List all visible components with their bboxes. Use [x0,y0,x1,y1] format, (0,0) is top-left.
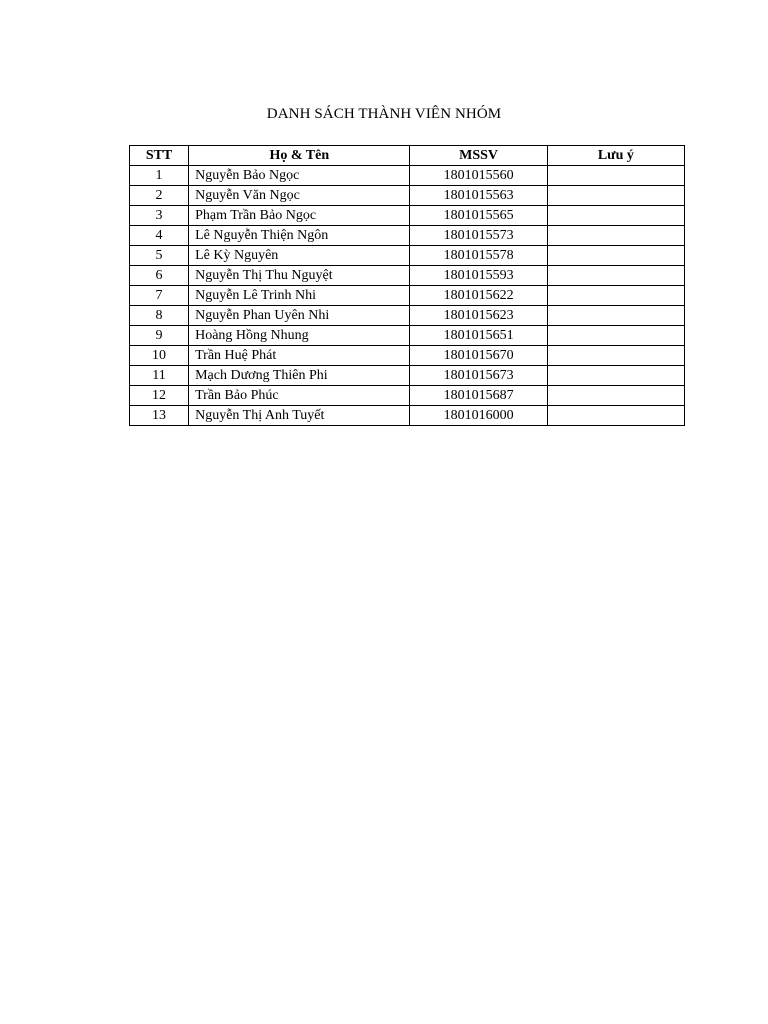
note-cell [547,246,684,266]
note-cell [547,326,684,346]
note-cell [547,266,684,286]
page-title: DANH SÁCH THÀNH VIÊN NHÓM [266,106,502,122]
table-row [130,346,685,366]
mssv-cell: 1801015673 [410,366,547,386]
note-cell [547,306,684,326]
table-row [130,286,685,306]
stt-cell: 11 [130,366,189,386]
table-row [130,386,685,406]
member-rows [130,166,685,426]
stt-cell: 2 [130,186,189,206]
name-cell: Nguyễn Văn Ngọc [189,186,410,206]
mssv-cell: 1801015623 [410,306,547,326]
table-row [130,266,685,286]
name-cell: Nguyễn Thị Thu Nguyệt [189,266,410,286]
mssv-cell: 1801015563 [410,186,547,206]
header-stt: STT [130,146,189,166]
name-cell: Trần Huệ Phát [189,346,410,366]
name-cell: Hoàng Hồng Nhung [189,326,410,346]
note-cell [547,206,684,226]
stt-cell: 10 [130,346,189,366]
table-row [130,206,685,226]
mssv-cell: 1801016000 [410,406,547,426]
mssv-cell: 1801015670 [410,346,547,366]
name-cell: Nguyễn Phan Uyên Nhi [189,306,410,326]
table-row [130,246,685,266]
note-cell [547,226,684,246]
note-cell [547,366,684,386]
stt-cell: 4 [130,226,189,246]
name-cell: Nguyễn Lê Trinh Nhi [189,286,410,306]
name-cell: Nguyễn Thị Anh Tuyết [189,406,410,426]
mssv-cell: 1801015593 [410,266,547,286]
mssv-cell: 1801015560 [410,166,547,186]
table-row [130,166,685,186]
mssv-cell: 1801015578 [410,246,547,266]
table-row [130,186,685,206]
stt-cell: 8 [130,306,189,326]
header-name: Họ & Tên [189,146,410,166]
mssv-cell: 1801015687 [410,386,547,406]
table-row [130,326,685,346]
name-cell: Nguyễn Bảo Ngọc [189,166,410,186]
mssv-cell: 1801015573 [410,226,547,246]
table-row [130,226,685,246]
member-table [129,145,685,426]
mssv-cell: 1801015651 [410,326,547,346]
table-header-row [130,146,685,166]
note-cell [547,346,684,366]
table-row [130,366,685,386]
stt-cell: 12 [130,386,189,406]
stt-cell: 6 [130,266,189,286]
table-row [130,306,685,326]
table-row [130,406,685,426]
name-cell: Phạm Trần Bảo Ngọc [189,206,410,226]
note-cell [547,166,684,186]
stt-cell: 3 [130,206,189,226]
stt-cell: 13 [130,406,189,426]
note-cell [547,386,684,406]
note-cell [547,406,684,426]
header-mssv: MSSV [410,146,547,166]
stt-cell: 9 [130,326,189,346]
name-cell: Mạch Dương Thiên Phi [189,366,410,386]
note-cell [547,286,684,306]
name-cell: Trần Bảo Phúc [189,386,410,406]
mssv-cell: 1801015565 [410,206,547,226]
stt-cell: 5 [130,246,189,266]
name-cell: Lê Nguyễn Thiện Ngôn [189,226,410,246]
stt-cell: 7 [130,286,189,306]
mssv-cell: 1801015622 [410,286,547,306]
name-cell: Lê Kỳ Nguyên [189,246,410,266]
note-cell [547,186,684,206]
header-note: Lưu ý [547,146,684,166]
stt-cell: 1 [130,166,189,186]
